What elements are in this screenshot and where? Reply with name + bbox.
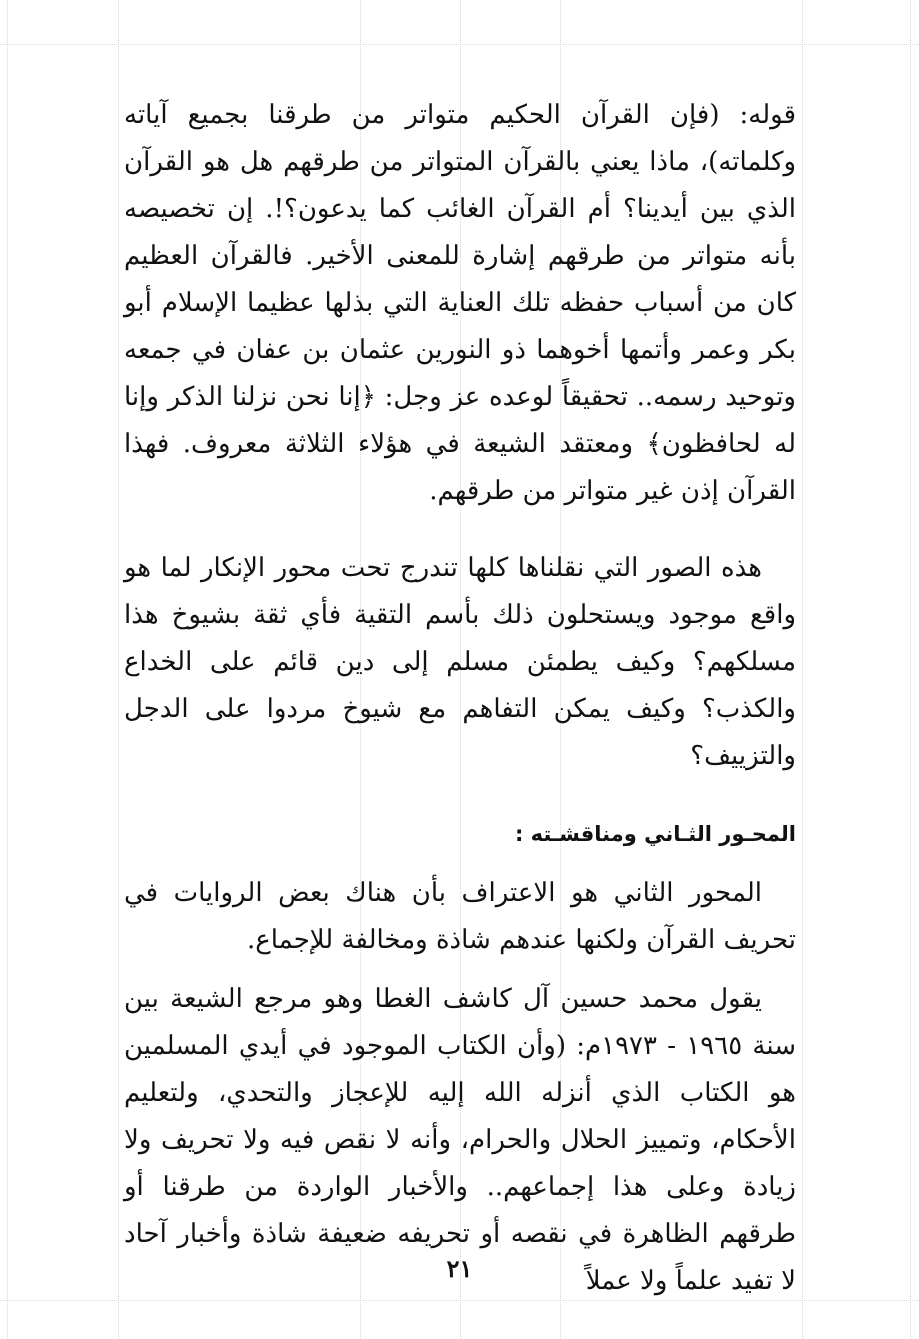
page-number: ٢١ [446,1254,473,1283]
scan-guide-line [910,0,911,1339]
section-heading: المحـور الثـاني ومناقشـته : [514,822,796,846]
page-content [124,92,796,1305]
scan-guide-line [802,0,803,1339]
paragraph-3: المحور الثاني هو الاعتراف بأن هناك بعض الروايات في تحريف القرآن ولكنها عندهم شاذة ومخالفة للإجماع. [124,878,796,955]
paragraph-2: هذه الصور التي نقلناها كلها تندرج تحت محور الإنكار لما هو واقع موجود ويستحلون ذلك بأسم التقية فأي ثقة بشيوخ هذا مسلكهم؟ وكيف يطمئن مسلم إلى دين قائم على الخداع والكذب؟ وكيف يمكن التفاهم مع شيوخ مردوا على الدجل والتزييف؟ [124,553,796,771]
scan-guide-line [118,0,119,1339]
scan-guide-line [7,0,8,1339]
paragraph-4: يقول محمد حسين آل كاشف الغطا وهو مرجع الشيعة بين سنة ١٩٦٥ - ١٩٧٣م: (وأن الكتاب الموجود في أيدي المسلمين هو الكتاب الذي أنزله الله إليه للإعجاز والتحدي، ولتعليم الأحكام، وتمييز الحلال والحرام، وأنه لا نقص فيه ولا تحريف ولا زيادة وعلى هذا إجماعهم.. والأخبار الواردة من طرقنا أو طرقهم الظاهرة في نقصه أو تحريفه ضعيفة شاذة وأخبار آحاد لا تفيد علماً ولا عملاً [124,984,796,1296]
paragraph-1: قوله: (فإن القرآن الحكيم متواتر من طرقنا بجميع آياته وكلماته)، ماذا يعني بالقرآن المتواتر من طرقهم هل هو القرآن الذي بين أيدينا؟ أم القرآن الغائب كما يدعون؟!. إن تخصيصه بأنه متواتر من طرقهم إشارة للمعنى الأخير. فالقرآن العظيم كان من أسباب حفظه تلك العناية التي بذلها عظيما الإسلام أبو بكر وعمر وأتمها أخوهما ذو النورين عثمان بن عفان في جمعه وتوحيد رسمه.. تحقيقاً لوعده عز وجل: ﴿إنا نحن نزلنا الذكر وإنا له لحافظون﴾ ومعتقد الشيعة في هؤلاء الثلاثة معروف. فهذا القرآن إذن غير متواتر من طرقهم. [124,100,796,506]
scan-guide-line [0,44,919,45]
